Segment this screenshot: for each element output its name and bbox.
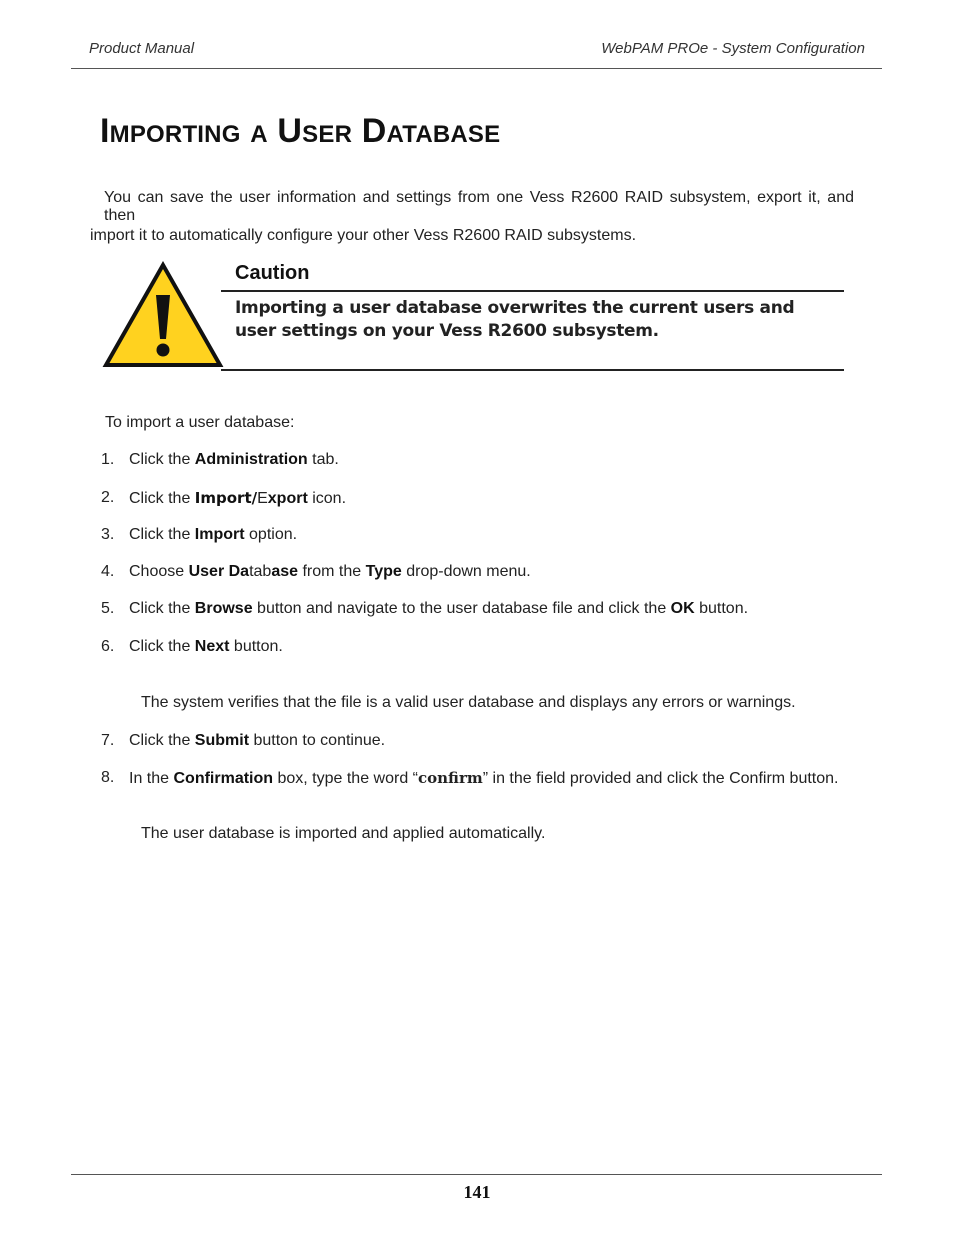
steps-lead: To import a user database: <box>105 414 295 431</box>
ui-term: Next <box>194 638 230 655</box>
ui-term: ase <box>271 563 299 580</box>
ui-term: Confirmation <box>173 770 274 787</box>
step-text: button. <box>694 600 749 617</box>
step-number: 6. <box>101 638 115 655</box>
step-text: ” in the field provided and click the Confirm button. <box>482 770 839 787</box>
intro-line-1: You can save the user information and settings from one Vess R2600 RAID subsystem, export it, and then <box>104 189 854 224</box>
caution-text: Importing a user database overwrites the current users and user settings on your Vess R2600 subsystem. <box>235 298 795 341</box>
caution-top-rule <box>221 290 844 292</box>
ui-term: User Da <box>188 563 250 580</box>
ui-term: Import/ <box>194 489 258 507</box>
warning-triangle-icon <box>102 261 224 369</box>
step-number: 7. <box>101 732 115 749</box>
ui-term: OK <box>670 600 695 617</box>
step-text: drop-down menu. <box>401 563 531 580</box>
caution-title: Caution <box>235 262 310 284</box>
intro-line-2: import it to automatically configure your other Vess R2600 RAID subsystems. <box>90 227 637 244</box>
step-text: Click the <box>129 526 195 543</box>
step-number: 4. <box>101 563 115 580</box>
ui-term: Submit <box>194 732 250 749</box>
step-text: E <box>257 490 268 507</box>
step-number: 1. <box>101 451 115 468</box>
step-text: button. <box>229 638 283 655</box>
step-text: box, type the word “ <box>273 770 418 787</box>
page-number: 141 <box>463 1182 491 1202</box>
step-8-note: The user database is imported and applied automatically. <box>141 825 546 842</box>
step-text: option. <box>244 526 298 543</box>
step-text: In the <box>129 770 174 787</box>
page-title: Importing a User Database <box>100 112 501 150</box>
step-text: Choose <box>129 563 189 580</box>
ui-term: Type <box>365 563 402 580</box>
ui-term: Browse <box>194 600 253 617</box>
header-rule <box>71 68 882 69</box>
step-number: 8. <box>101 769 115 786</box>
running-header-right: WebPAM PROe - System Configuration <box>601 40 865 57</box>
step-text: from the <box>298 563 366 580</box>
step-number: 2. <box>101 489 115 506</box>
step-6-note: The system verifies that the file is a valid user database and displays any errors or warnings. <box>141 694 796 711</box>
step-text: tab. <box>307 451 339 468</box>
step-text: button and navigate to the user database file and click the <box>252 600 671 617</box>
step-text: Click the <box>129 732 195 749</box>
footer-rule <box>71 1174 882 1175</box>
step-text: Click the <box>129 490 195 507</box>
caution-bottom-rule <box>221 369 844 371</box>
step-text: tab <box>249 563 272 580</box>
step-text: Click the <box>129 451 195 468</box>
ui-term: confirm <box>418 769 483 787</box>
step-text: button to continue. <box>249 732 386 749</box>
step-number: 3. <box>101 526 115 543</box>
step-text: icon. <box>307 490 347 507</box>
step-number: 5. <box>101 600 115 617</box>
step-text: Click the <box>129 638 195 655</box>
step-text: Click the <box>129 600 195 617</box>
ui-term: xport <box>267 490 308 507</box>
ui-term: Administration <box>194 451 308 468</box>
ui-term: Import <box>194 526 245 543</box>
running-header-left: Product Manual <box>89 40 195 57</box>
